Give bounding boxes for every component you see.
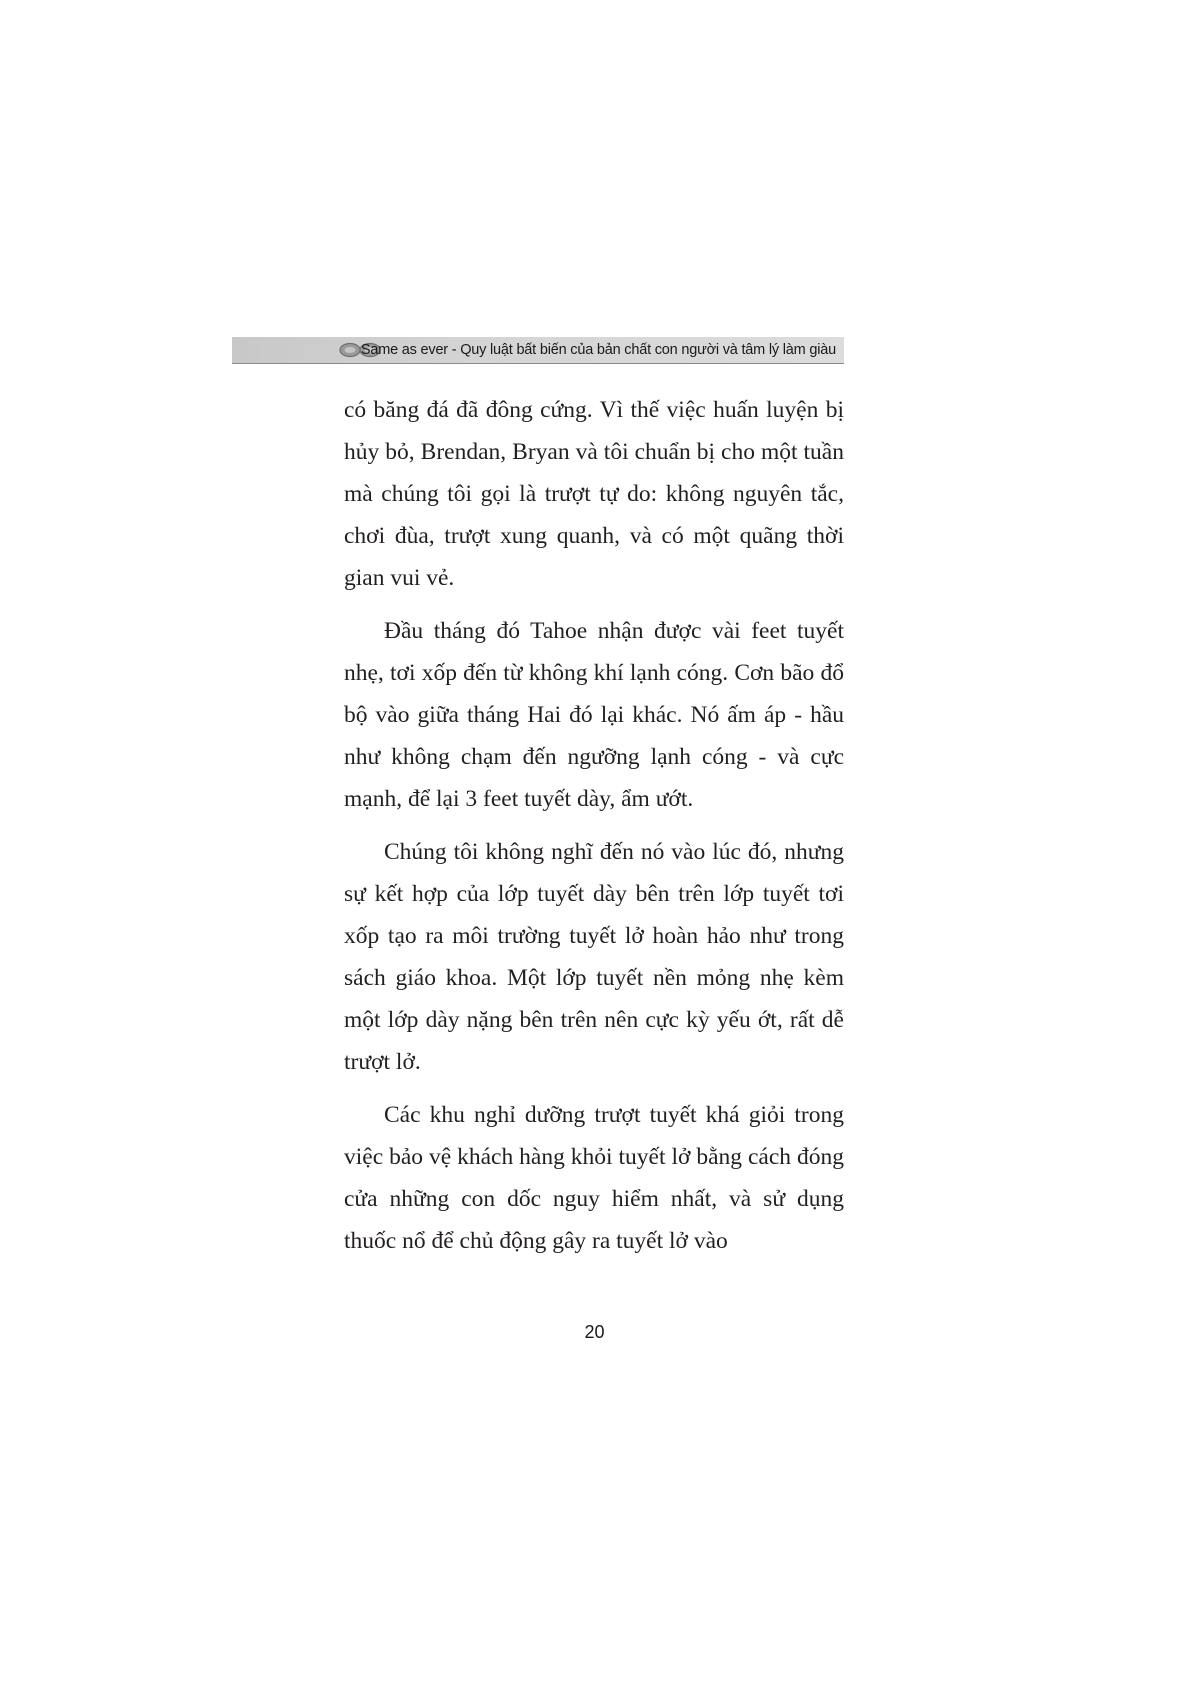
paragraph: Chúng tôi không nghĩ đến nó vào lúc đó, nhưng sự kết hợp của lớp tuyết dày bên trên lớp tuyết tơi xốp tạo ra môi trường tuyết lở hoàn hảo như trong sách giáo khoa. Một lớp tuyết nền mỏng nhẹ kèm một lớp dày nặng bên trên nên cực kỳ yếu ớt, rất dễ trượt lở.: [344, 839, 844, 1075]
running-header-title: Same as ever - Quy luật bất biến của bản chất con người và tâm lý làm giàu: [360, 342, 836, 358]
page-number: 20: [584, 1322, 605, 1342]
running-header: [232, 337, 844, 364]
paragraph: có băng đá đã đông cứng. Vì thế việc huấn luyện bị hủy bỏ, Brendan, Bryan và tôi chuẩn bị cho một tuần mà chúng tôi gọi là trượt tự do: không nguyên tắc, chơi đùa, trượt xung quanh, và có một quãng thời gian vui vẻ.: [344, 397, 844, 591]
paragraph: Đầu tháng đó Tahoe nhận được vài feet tuyết nhẹ, tơi xốp đến từ không khí lạnh cóng. Cơn bão đổ bộ vào giữa tháng Hai đó lại khác. Nó ấm áp - hầu như không chạm đến ngưỡng lạnh cóng - và cực mạnh, để lại 3 feet tuyết dày, ẩm ướt.: [344, 618, 844, 812]
paragraph: Các khu nghỉ dưỡng trượt tuyết khá giỏi trong việc bảo vệ khách hàng khỏi tuyết lở bằng cách đóng cửa những con dốc nguy hiểm nhất, và sử dụng thuốc nổ để chủ động gây ra tuyết lở vào: [344, 1102, 844, 1254]
body-text: [344, 389, 844, 1273]
